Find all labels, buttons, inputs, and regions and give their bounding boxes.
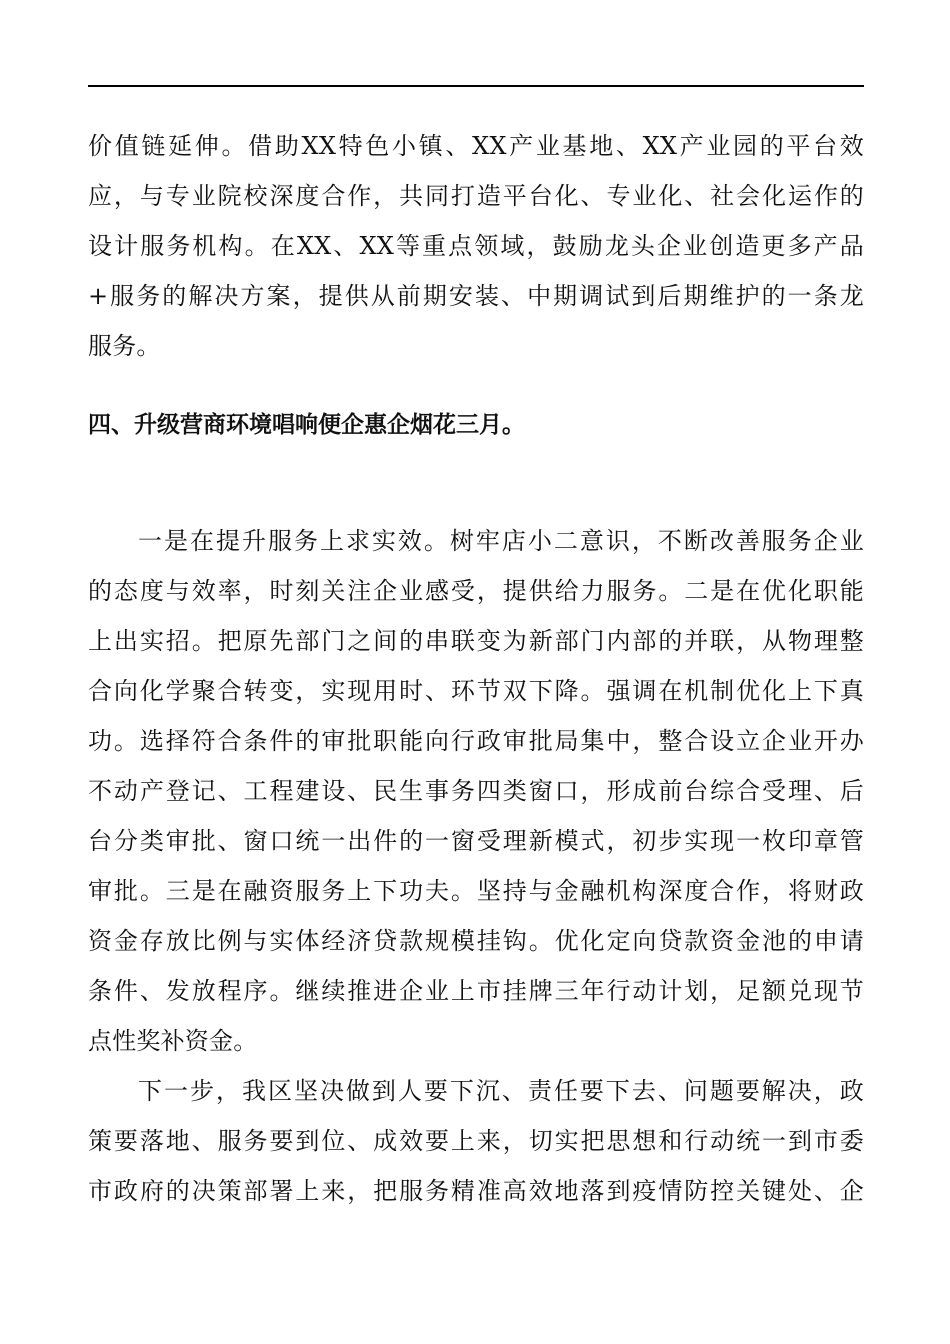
text-line: 合向化学聚合转变，实现用时、环节双下降。强调在机制优化上下真: [88, 677, 864, 705]
paragraph-value-chain: [88, 121, 864, 371]
text-line: 台分类审批、窗口统一出件的一窗受理新模式，初步实现一枚印章管: [88, 827, 864, 855]
header-rule: [88, 85, 864, 87]
text-line: 价值链延伸。借助XX特色小镇、XX产业基地、XX产业园的平台效: [88, 132, 864, 160]
text-line: 条件、发放程序。继续推进企业上市挂牌三年行动计划，足额兑现节: [88, 977, 864, 1005]
text-line: 不动产登记、工程建设、民生事务四类窗口，形成前台综合受理、后: [88, 777, 864, 805]
text-line: 设计服务机构。在XX、XX等重点领域，鼓励龙头企业创造更多产品: [88, 232, 864, 260]
text-line: 点性奖补资金。: [88, 1027, 258, 1055]
text-line: 应，与专业院校深度合作，共同打造平台化、专业化、社会化运作的: [88, 182, 864, 210]
text-line: 上出实招。把原先部门之间的串联变为新部门内部的并联，从物理整: [88, 627, 864, 655]
text-line: 市政府的决策部署上来，把服务精准高效地落到疫情防控关键处、企: [88, 1177, 864, 1205]
text-line: 一是在提升服务上求实效。树牢店小二意识，不断改善服务企业: [138, 527, 864, 555]
text-line: 的态度与效率，时刻关注企业感受，提供给力服务。二是在优化职能: [88, 577, 864, 605]
text-line: 功。选择符合条件的审批职能向行政审批局集中，整合设立企业开办: [88, 727, 864, 755]
section-heading: 四、升级营商环境唱响便企惠企烟花三月。: [88, 412, 525, 438]
text-line: 审批。三是在融资服务上下功夫。坚持与金融机构深度合作，将财政: [88, 877, 864, 905]
text-line: 资金存放比例与实体经济贷款规模挂钩。优化定向贷款资金池的申请: [88, 927, 864, 955]
text-line: 策要落地、服务要到位、成效要上来，切实把思想和行动统一到市委: [88, 1127, 864, 1155]
paragraph-next-steps: [88, 1066, 864, 1216]
paragraph-business-environment: [88, 516, 864, 1066]
text-line: 服务。: [88, 332, 161, 360]
text-line: +服务的解决方案，提供从前期安装、中期调试到后期维护的一条龙: [88, 282, 864, 310]
text-line: 下一步，我区坚决做到人要下沉、责任要下去、问题要解决，政: [138, 1077, 864, 1105]
